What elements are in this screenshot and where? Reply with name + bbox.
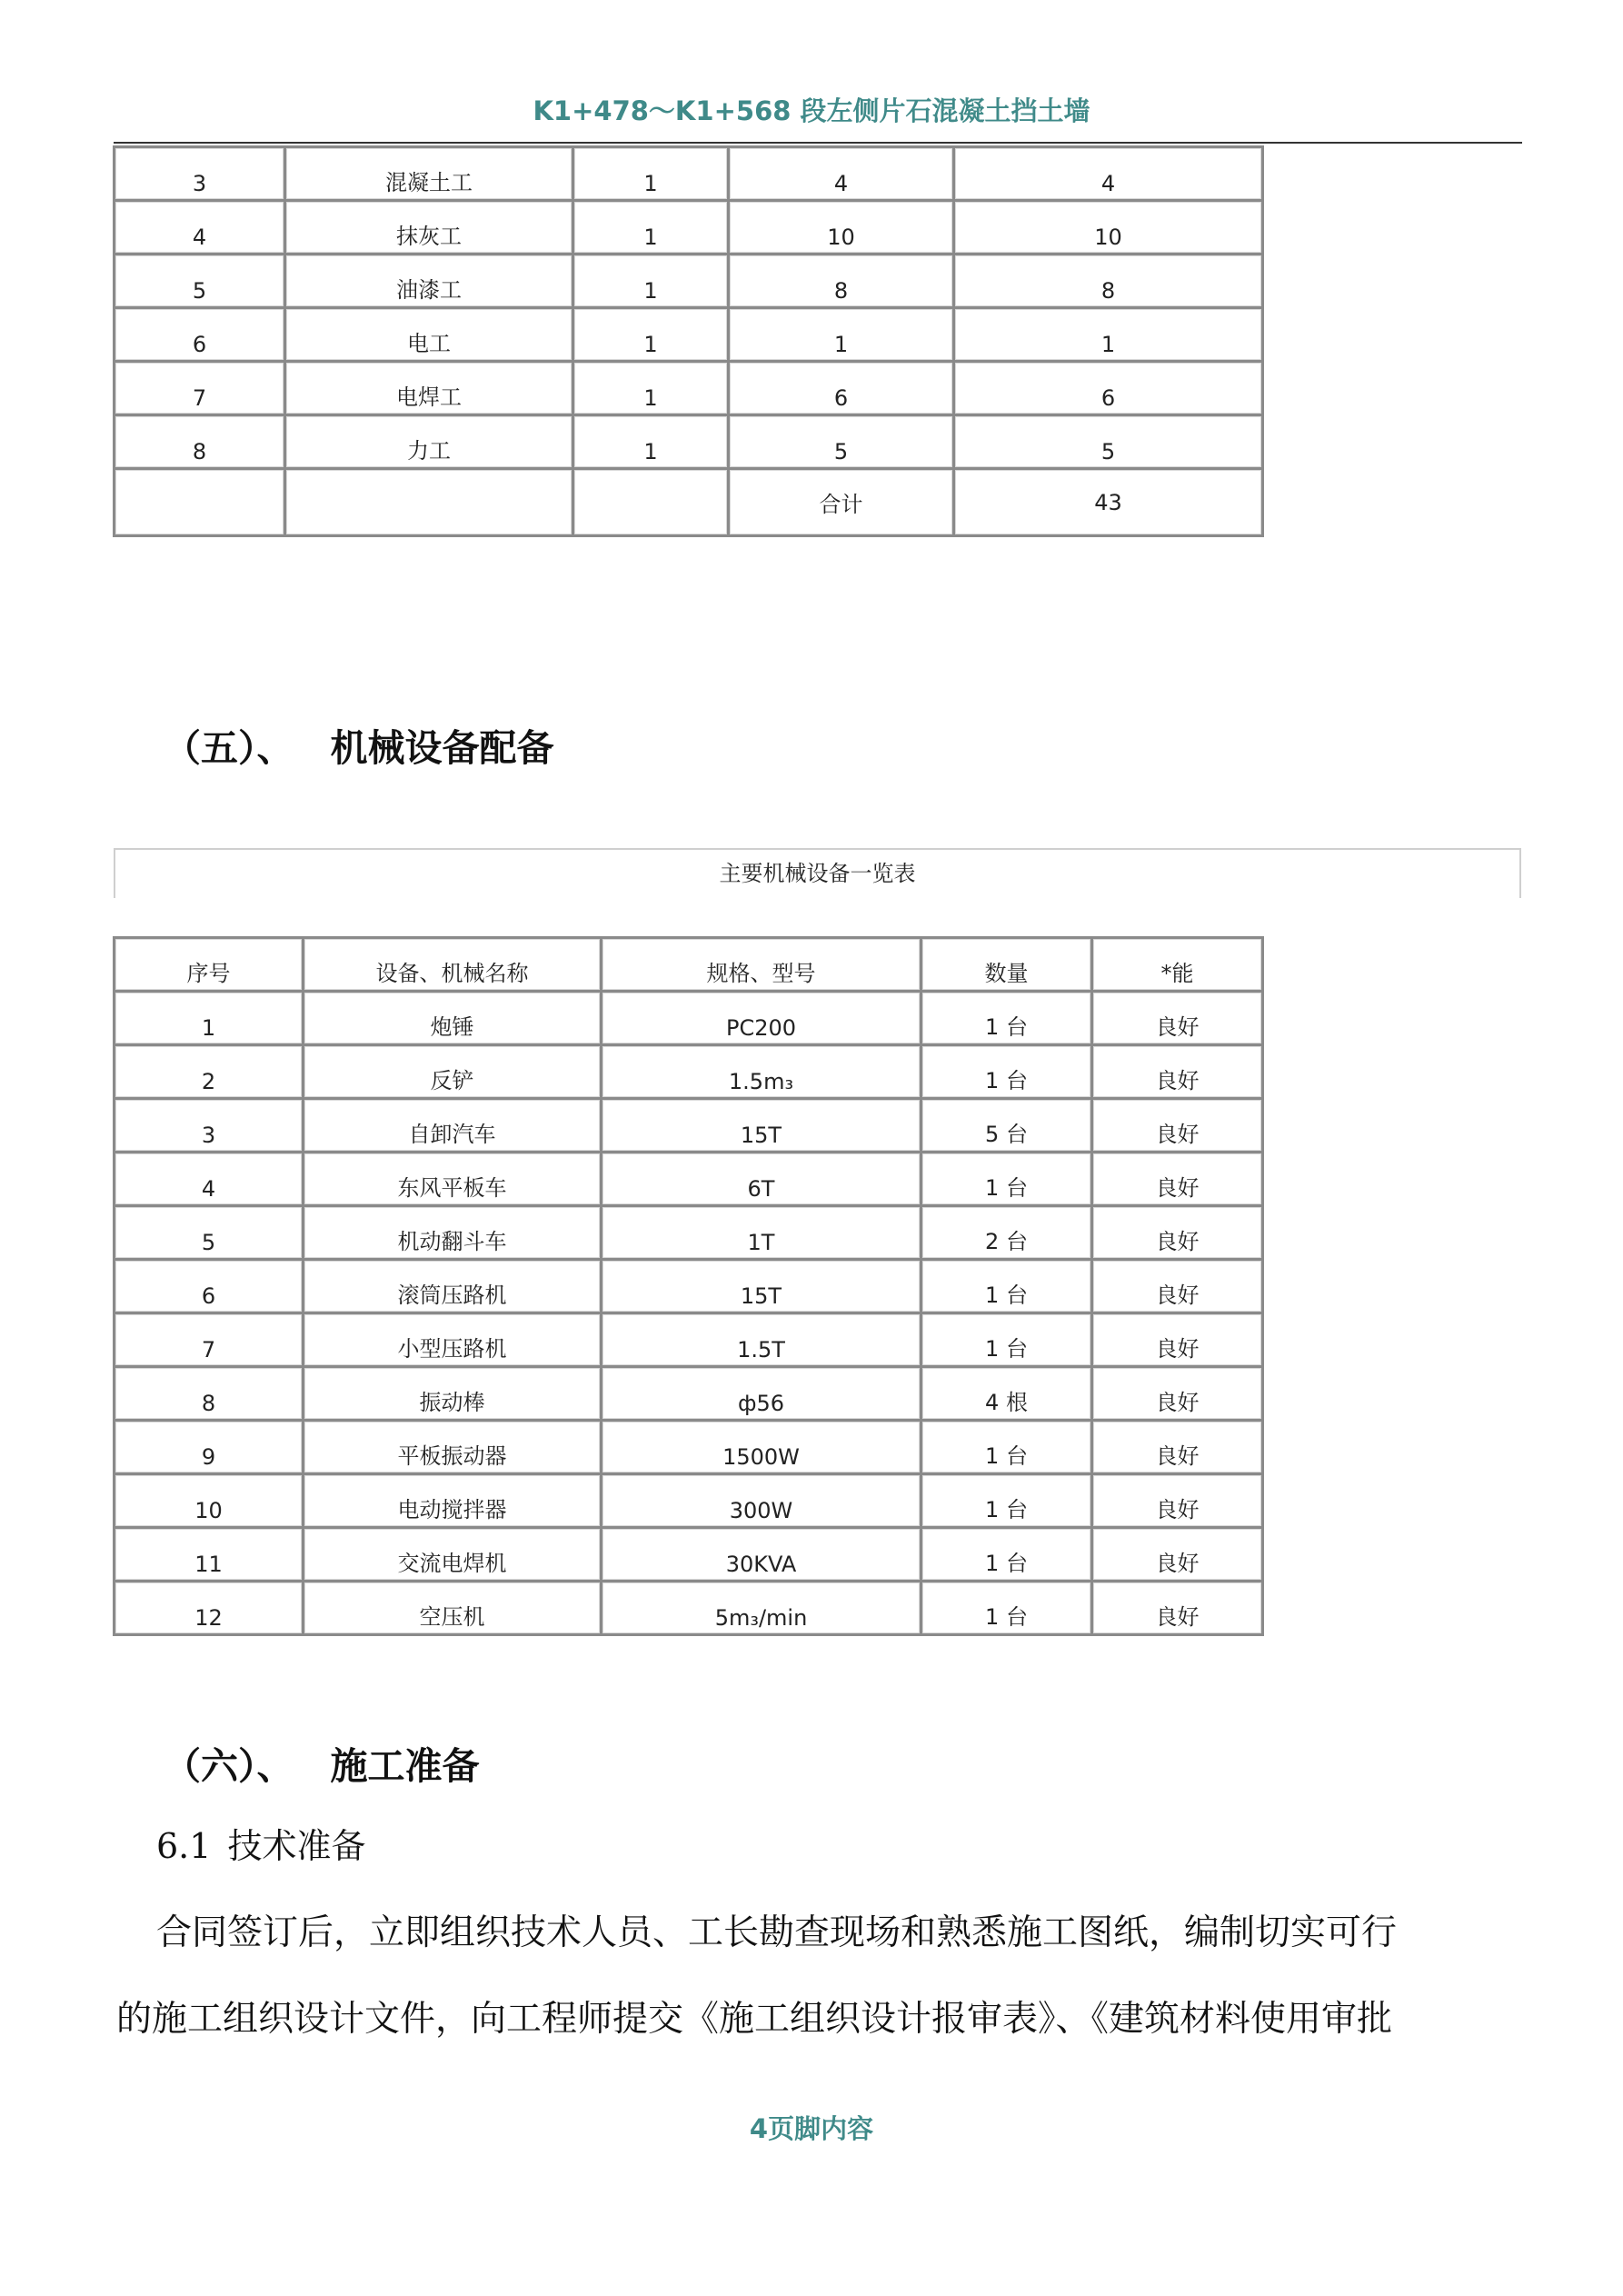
cell-quantity: 1 台	[921, 992, 1092, 1045]
section-heading-machinery	[164, 718, 554, 772]
page-header-title: K1+478～K1+568 段左侧片石混凝土挡土墙	[533, 95, 1090, 126]
table-row	[115, 1260, 1263, 1313]
cell-subtotal: 4	[954, 147, 1263, 201]
cell-spec: 6T	[602, 1153, 921, 1206]
table-row	[115, 308, 1263, 362]
cell-quantity: 1 台	[921, 1421, 1092, 1474]
table-row	[115, 415, 1263, 469]
labor-table	[113, 145, 1264, 537]
cell-spec: 300W	[602, 1474, 921, 1528]
cell-spec: 30KVA	[602, 1528, 921, 1582]
section-number: （五）、	[164, 726, 294, 770]
cell-condition: 良好	[1092, 1528, 1263, 1582]
cell-seq: 4	[115, 201, 285, 255]
cell-seq: 6	[115, 1260, 304, 1313]
subsection-number: 6.1	[156, 1826, 212, 1866]
cell-count: 5	[729, 415, 954, 469]
cell-equipment-name: 自卸汽车	[304, 1099, 602, 1153]
table-row	[115, 992, 1263, 1045]
column-header: 规格、型号	[602, 938, 921, 992]
cell-quantity: 4 根	[921, 1367, 1092, 1421]
equipment-table-caption: 主要机械设备一览表	[114, 848, 1521, 898]
cell-condition: 良好	[1092, 1260, 1263, 1313]
cell-spec: ф56	[602, 1367, 921, 1421]
table-row	[115, 1582, 1263, 1635]
cell-seq: 8	[115, 1367, 304, 1421]
cell-spec: 1.5m₃	[602, 1045, 921, 1099]
cell-unit: 1	[573, 308, 729, 362]
total-label: 合计	[729, 469, 954, 536]
cell-count: 8	[729, 255, 954, 308]
cell-unit: 1	[573, 362, 729, 415]
table-row	[115, 1206, 1263, 1260]
cell-equipment-name: 炮锤	[304, 992, 602, 1045]
cell-spec: 1500W	[602, 1421, 921, 1474]
table-row	[115, 1528, 1263, 1582]
cell-spec: 1.5T	[602, 1313, 921, 1367]
cell-seq: 3	[115, 147, 285, 201]
paragraph-line-2: 的施工组织设计文件，向工程师提交《施工组织设计报审表》、《建筑材料使用审批	[116, 1999, 1393, 2040]
paragraph-line-1: 合同签订后，立即组织技术人员、工长勘查现场和熟悉施工图纸，编制切实可行	[156, 1912, 1398, 1953]
cell-condition: 良好	[1092, 1313, 1263, 1367]
table-row	[115, 147, 1263, 201]
cell-equipment-name: 东风平板车	[304, 1153, 602, 1206]
cell-seq: 10	[115, 1474, 304, 1528]
cell-condition: 良好	[1092, 1153, 1263, 1206]
cell-seq: 8	[115, 415, 285, 469]
subsection-title: 技术准备	[227, 1826, 366, 1866]
cell-spec: 15T	[602, 1099, 921, 1153]
cell-seq: 7	[115, 362, 285, 415]
cell-subtotal: 1	[954, 308, 1263, 362]
total-value: 43	[954, 469, 1263, 536]
cell-unit: 1	[573, 147, 729, 201]
cell-quantity: 1 台	[921, 1474, 1092, 1528]
cell-count: 6	[729, 362, 954, 415]
cell-equipment-name: 滚筒压路机	[304, 1260, 602, 1313]
cell-quantity: 1 台	[921, 1313, 1092, 1367]
cell-equipment-name: 小型压路机	[304, 1313, 602, 1367]
cell-quantity: 5 台	[921, 1099, 1092, 1153]
cell-spec: 1T	[602, 1206, 921, 1260]
cell-seq: 6	[115, 308, 285, 362]
cell-quantity: 1 台	[921, 1582, 1092, 1635]
table-row	[115, 1313, 1263, 1367]
cell-equipment-name: 空压机	[304, 1582, 602, 1635]
table-row	[115, 255, 1263, 308]
column-header: *能	[1092, 938, 1263, 992]
cell-trade: 抹灰工	[285, 201, 573, 255]
cell-spec: 15T	[602, 1260, 921, 1313]
cell-quantity: 1 台	[921, 1045, 1092, 1099]
cell-spec: PC200	[602, 992, 921, 1045]
cell-seq: 11	[115, 1528, 304, 1582]
page-footer: 4页脚内容	[749, 2113, 874, 2144]
cell-unit: 1	[573, 201, 729, 255]
cell-spec: 5m₃/min	[602, 1582, 921, 1635]
cell-subtotal: 8	[954, 255, 1263, 308]
cell-condition: 良好	[1092, 1367, 1263, 1421]
cell-count: 10	[729, 201, 954, 255]
cell-count: 1	[729, 308, 954, 362]
cell-count: 4	[729, 147, 954, 201]
cell-quantity: 1 台	[921, 1528, 1092, 1582]
cell-trade: 油漆工	[285, 255, 573, 308]
cell-condition: 良好	[1092, 1206, 1263, 1260]
cell-seq: 5	[115, 1206, 304, 1260]
table-row	[115, 1421, 1263, 1474]
cell-equipment-name: 平板振动器	[304, 1421, 602, 1474]
column-header: 数量	[921, 938, 1092, 992]
column-header: 设备、机械名称	[304, 938, 602, 992]
empty-cell	[573, 469, 729, 536]
cell-seq: 4	[115, 1153, 304, 1206]
cell-seq: 7	[115, 1313, 304, 1367]
cell-trade: 电工	[285, 308, 573, 362]
section-heading-preparation	[164, 1736, 480, 1790]
cell-trade: 电焊工	[285, 362, 573, 415]
cell-seq: 9	[115, 1421, 304, 1474]
cell-unit: 1	[573, 255, 729, 308]
cell-seq: 2	[115, 1045, 304, 1099]
equipment-table	[113, 936, 1264, 1636]
cell-condition: 良好	[1092, 1099, 1263, 1153]
cell-seq: 3	[115, 1099, 304, 1153]
cell-condition: 良好	[1092, 1582, 1263, 1635]
cell-seq: 5	[115, 255, 285, 308]
header-divider	[114, 142, 1522, 144]
cell-equipment-name: 振动棒	[304, 1367, 602, 1421]
table-row	[115, 1153, 1263, 1206]
cell-subtotal: 6	[954, 362, 1263, 415]
cell-subtotal: 10	[954, 201, 1263, 255]
cell-quantity: 1 台	[921, 1153, 1092, 1206]
subsection-heading	[156, 1818, 365, 1868]
header-row	[115, 938, 1263, 992]
cell-seq: 1	[115, 992, 304, 1045]
cell-condition: 良好	[1092, 1421, 1263, 1474]
cell-equipment-name: 交流电焊机	[304, 1528, 602, 1582]
cell-condition: 良好	[1092, 992, 1263, 1045]
total-row	[115, 469, 1263, 536]
section-number: （六）、	[164, 1744, 294, 1788]
section-title: 机械设备配备	[330, 726, 554, 770]
cell-equipment-name: 电动搅拌器	[304, 1474, 602, 1528]
cell-quantity: 1 台	[921, 1260, 1092, 1313]
cell-condition: 良好	[1092, 1474, 1263, 1528]
cell-condition: 良好	[1092, 1045, 1263, 1099]
table-row	[115, 362, 1263, 415]
table-row	[115, 1367, 1263, 1421]
column-header: 序号	[115, 938, 304, 992]
cell-seq: 12	[115, 1582, 304, 1635]
table-row	[115, 201, 1263, 255]
cell-subtotal: 5	[954, 415, 1263, 469]
cell-trade: 力工	[285, 415, 573, 469]
cell-quantity: 2 台	[921, 1206, 1092, 1260]
cell-trade: 混凝土工	[285, 147, 573, 201]
empty-cell	[115, 469, 285, 536]
section-title: 施工准备	[330, 1744, 480, 1788]
table-row	[115, 1474, 1263, 1528]
cell-equipment-name: 反铲	[304, 1045, 602, 1099]
empty-cell	[285, 469, 573, 536]
cell-equipment-name: 机动翻斗车	[304, 1206, 602, 1260]
cell-unit: 1	[573, 415, 729, 469]
table-row	[115, 1099, 1263, 1153]
table-row	[115, 1045, 1263, 1099]
